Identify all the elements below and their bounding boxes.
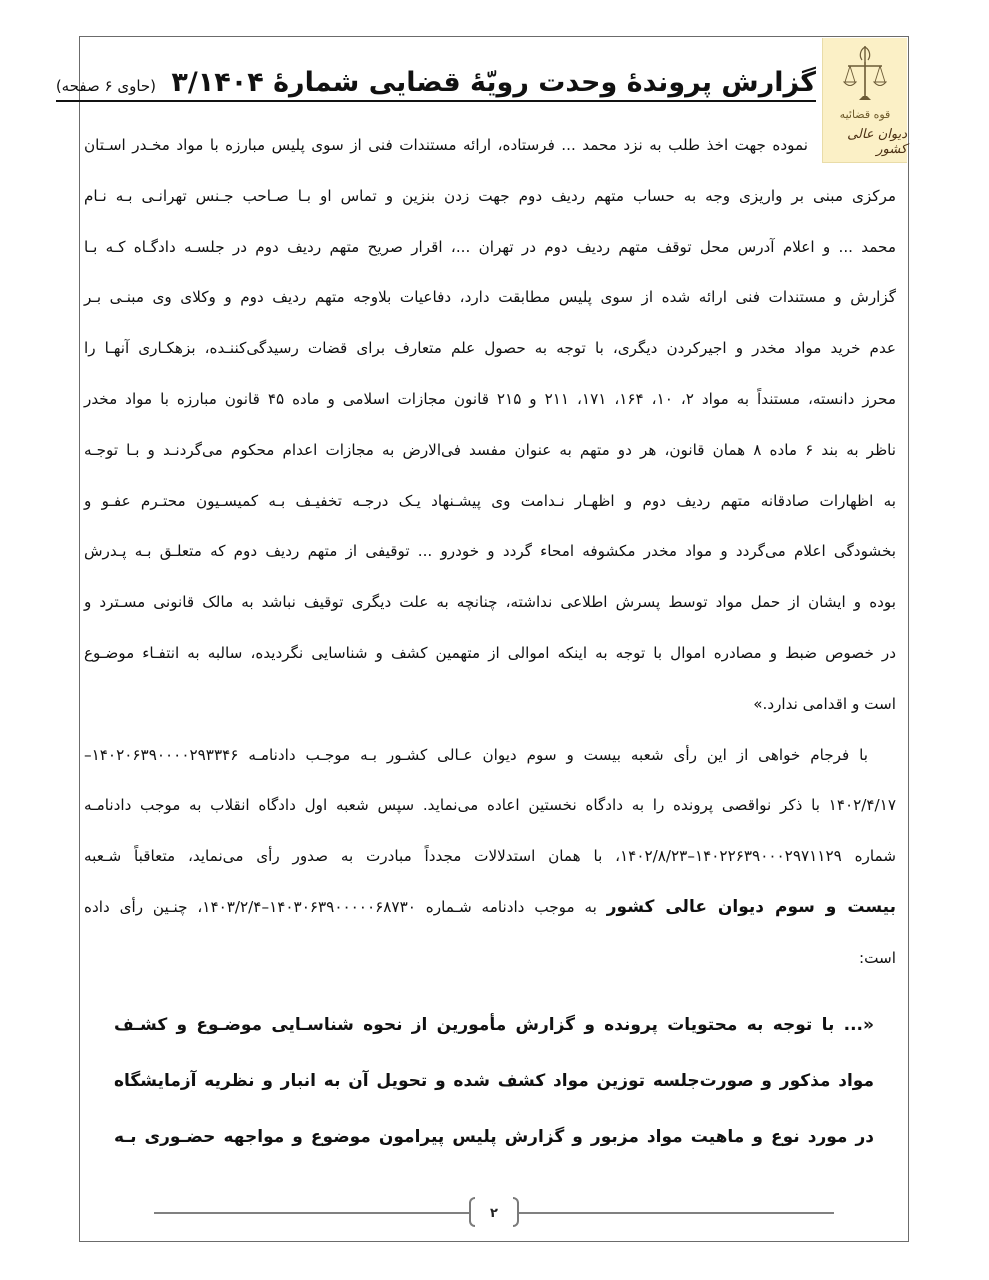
footer-rule-right <box>519 1212 834 1214</box>
body-line: محمد ... و اعلام آدرس محل توقف متهم ردیف دوم در تهران ...، اقرار صریح متهم ردیف دوم در جلسـه دادگـاه کـه بـا <box>84 237 896 256</box>
body-line: بخشودگی اعلام می‌گردد و مواد مخدر مکشوفه امحاء گردد و خودرو ... توقیفی از متهم ردیف دوم که متعلـق بـه پـدرش <box>84 542 896 561</box>
body-line: ناظر به بند ۶ ماده ۸ همان قانون، هر دو متهم به عنوان مفسد فی‌الارض به مجازات اعدام محکوم می‌گردنـد و بـا توجـه <box>84 440 897 459</box>
body-line: محرز دانسته، مستنداً به مواد ۲، ۱۰، ۱۶۴، ۱۷۱، ۲۱۱ و ۲۱۵ قانون مجازات اسلامی و ماده ۴۵ قانون مبارزه با مواد مخدر <box>84 389 896 408</box>
body-line: مرکزی مبنی بر واریزی وجه به حساب متهم ردیف دوم جهت زدن بنزین و تماس او بـا صـاحب جـنس تهرانـی بـه نـام <box>84 186 896 205</box>
court-branch-name: بیست و سوم دیوان عالی کشور <box>606 896 896 917</box>
title-text: گزارش پروندهٔ وحدت رویّهٔ قضایی شمارهٔ ۳/۱۴۰۴ <box>171 67 816 98</box>
quote-line: مواد مذکور و صورت‌جلسه توزین مواد کشف شده و تحویل آن به انبار و نظریه آزمایشگاه <box>114 1071 874 1091</box>
body-line: به اظهارات صادقانه متهم ردیف دوم و اظهـار نـدامت وی پیشـنهاد یـک درجـه تخفیـف بـه کمیسـیون محتـرم عفـو و <box>84 491 896 510</box>
footer-rule-left <box>154 1212 469 1214</box>
org-name-judiciary: قوه قضائیه <box>839 108 891 121</box>
left-brace-icon <box>469 1197 475 1227</box>
verdict-reference: به موجب دادنامه شـماره ۱۴۰۳۰۶۳۹۰۰۰۰۰۶۸۷۳۰–۱۴۰۳/۲/۴، چنـین رأی داده <box>84 897 607 916</box>
verdict-quote <box>114 997 874 1165</box>
appeal-paragraph-line: ۱۴۰۲/۴/۱۷ با ذکر نواقصی پرونده را به دادگاه نخستین اعاده می‌نماید. سپس شعبه اول دادگاه انقلاب به موجب دادنامـه <box>84 796 896 815</box>
page-number: ۲ <box>490 1205 498 1221</box>
quote-line: در مورد نوع و ماهیت مواد مزبور و گزارش پلیس پیرامون موضوع و مواجهه حضـوری بـه <box>114 1127 874 1147</box>
appeal-paragraph-line: شماره ۱۴۰۲۲۶۳۹۰۰۰۲۹۷۱۱۲۹–۱۴۰۲/۸/۲۳، با همان استدلالات مجدداً مبادرت به صدور رأی می‌نماید، متعاقباً شـعبه <box>84 847 896 866</box>
body-line: عدم خرید مواد مخدر و اجیرکردن دیگری، با توجه به حصول علم متعارف برای قضات رسیدگی‌کننـده، بزهکـاری آنهـا را <box>84 339 896 358</box>
appeal-paragraph-line <box>84 887 896 938</box>
page-title <box>56 67 816 102</box>
page-number-box <box>469 1197 519 1229</box>
page-footer <box>154 1197 834 1229</box>
report-title-row <box>55 67 816 102</box>
page-count-note: (حاوی ۶ صفحه) <box>55 77 157 95</box>
right-brace-icon <box>513 1197 519 1227</box>
body-line: نموده جهت اخذ طلب به نزد محمد ... فرستاده، ارائه مستندات فنی از سوی پلیس مبارزه با مواد مخـدر اسـتان <box>84 136 808 154</box>
body-line: بوده و ایشان از حمل مواد توسط پسرش اطلاعی نداشته، چنانچه به علت دیگری توقیف نباشد به مالک قانونی مسـترد و <box>84 593 896 612</box>
appeal-paragraph-line: با فرجام خواهی از این رأی شعبه بیست و سوم دیوان عـالی کشـور بـه موجـب دادنامـه ۱۴۰۲۰۶۳۹۰۰۰۰۲۹۳۳۴۶– <box>84 745 868 764</box>
org-name-supreme-court: دیوان عالی کشور <box>847 127 907 157</box>
body-line: است و اقدامی ندارد.» <box>753 694 896 713</box>
body-line: گزارش و مستندات فنی ارائه شده از سوی پلیس مطابقت دارد، دفاعیات بلاوجه متهم ردیف دوم و وکلای وی مبنـی بـر <box>84 288 896 307</box>
appeal-paragraph-line: است: <box>859 948 896 967</box>
quote-line: «... با توجه به محتویات پرونده و گزارش مأمورین از نحوه شناسـایی موضـوع و کشـف <box>114 1015 874 1035</box>
body-line: در خصوص ضبط و مصادره اموال با توجه به اینکه اموالی از متهمین کشف و شناسایی نگردیده، سالبه به انتفـاء موضـوع <box>84 643 896 662</box>
judiciary-emblem-scales-icon <box>843 44 887 106</box>
body-text <box>84 125 896 989</box>
document-page <box>55 36 909 1242</box>
